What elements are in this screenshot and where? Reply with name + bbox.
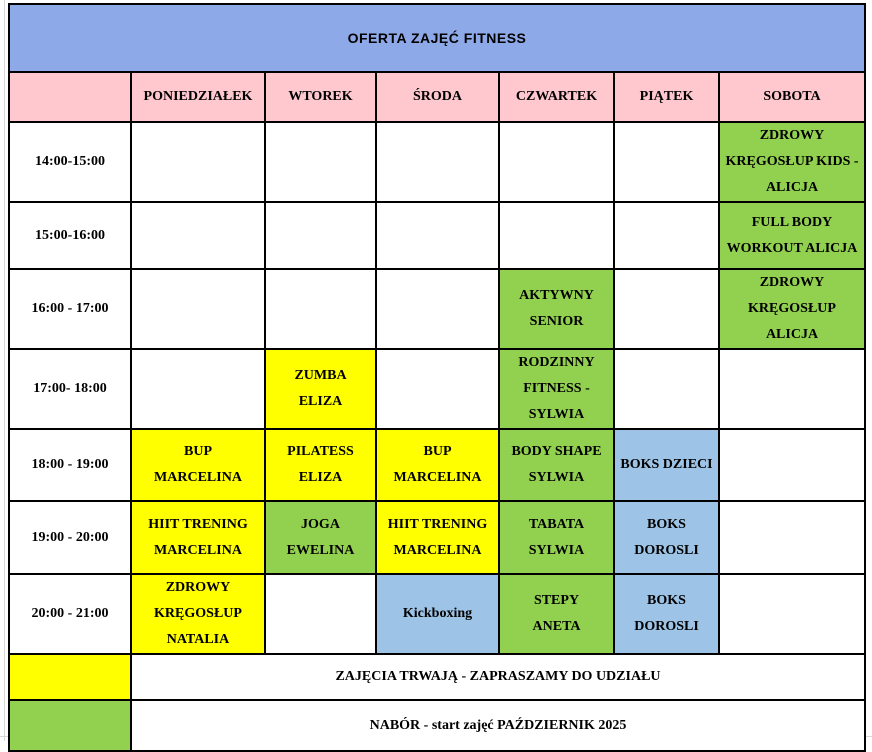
empty-cell[interactable] xyxy=(499,202,614,269)
class-cell[interactable] xyxy=(719,122,865,202)
corner-cell[interactable] xyxy=(9,72,131,122)
class-cell[interactable] xyxy=(131,429,265,501)
class-cell-line: AKTYWNY xyxy=(519,288,594,303)
class-cell-line: FULL BODY xyxy=(751,214,833,230)
gridline xyxy=(4,0,5,741)
class-cell-line: WORKOUT ALICJA xyxy=(726,240,858,256)
day-header-2[interactable]: WTOREK xyxy=(265,72,376,122)
schedule-title[interactable]: OFERTA ZAJĘĆ FITNESS xyxy=(9,4,865,72)
day-header-4[interactable]: CZWARTEK xyxy=(499,72,614,122)
class-cell-line: HIIT TRENING xyxy=(387,516,488,532)
day-header-5[interactable]: PIĄTEK xyxy=(614,72,719,122)
class-cell-line: DOROSLI xyxy=(634,619,699,634)
fitness-schedule-table xyxy=(8,3,866,752)
class-cell-line: ZDROWY xyxy=(165,580,231,595)
time-slot-cell[interactable]: 19:00 - 20:00 xyxy=(9,501,131,574)
empty-cell[interactable] xyxy=(131,122,265,202)
empty-cell[interactable] xyxy=(265,574,376,654)
schedule-row xyxy=(9,269,865,349)
legend-swatch-yellow[interactable] xyxy=(9,654,131,700)
time-slot-cell[interactable]: 16:00 - 17:00 xyxy=(9,269,131,349)
schedule-row xyxy=(9,429,865,501)
empty-cell[interactable] xyxy=(131,202,265,269)
class-cell[interactable] xyxy=(614,501,719,574)
legend-text[interactable]: NABÓR - start zajęć PAŹDZIERNIK 2025 xyxy=(131,700,865,751)
class-cell-line: BOKS DZIECI xyxy=(620,457,713,472)
empty-cell[interactable] xyxy=(614,122,719,202)
time-slot-cell[interactable]: 14:00-15:00 xyxy=(9,122,131,202)
empty-cell[interactable] xyxy=(719,574,865,654)
class-cell-line: SYLWIA xyxy=(528,542,585,558)
class-cell-line: ZUMBA xyxy=(294,368,347,383)
day-header-3[interactable]: ŚRODA xyxy=(376,72,499,122)
class-cell[interactable] xyxy=(614,429,719,501)
class-cell-line: BODY SHAPE xyxy=(511,444,602,459)
legend-row xyxy=(9,654,865,700)
schedule-row xyxy=(9,122,865,202)
class-cell-line: KRĘGOSŁUP KIDS - xyxy=(725,154,859,169)
class-cell[interactable] xyxy=(131,501,265,574)
legend-row xyxy=(9,700,865,751)
class-cell-line: ELIZA xyxy=(298,470,343,485)
class-cell-line: FITNESS - xyxy=(523,381,590,396)
empty-cell[interactable] xyxy=(376,349,499,429)
class-cell[interactable] xyxy=(376,429,499,501)
class-cell[interactable] xyxy=(376,501,499,574)
class-cell-line: MARCELINA xyxy=(154,470,242,485)
time-slot-cell[interactable]: 15:00-16:00 xyxy=(9,202,131,269)
class-cell[interactable] xyxy=(265,429,376,501)
class-cell[interactable] xyxy=(719,202,865,269)
class-cell-line: JOGA xyxy=(301,516,340,532)
class-cell[interactable] xyxy=(499,269,614,349)
class-cell-line: BOKS xyxy=(647,516,686,532)
empty-cell[interactable] xyxy=(265,269,376,349)
schedule-row xyxy=(9,202,865,269)
class-cell-line: NATALIA xyxy=(166,632,230,647)
class-cell[interactable] xyxy=(719,269,865,349)
class-cell[interactable] xyxy=(265,501,376,574)
empty-cell[interactable] xyxy=(614,202,719,269)
empty-cell[interactable] xyxy=(265,202,376,269)
class-cell-line: KRĘGOSŁUP ALICJA xyxy=(748,301,836,342)
empty-cell[interactable] xyxy=(614,349,719,429)
class-cell-line: SENIOR xyxy=(529,314,584,329)
class-cell-line: Kickboxing xyxy=(402,606,473,621)
class-cell-line: KRĘGOSŁUP xyxy=(154,606,242,621)
legend-swatch-green[interactable] xyxy=(9,700,131,751)
day-header-6[interactable]: SOBOTA xyxy=(719,72,865,122)
class-cell[interactable] xyxy=(131,574,265,654)
schedule-row xyxy=(9,501,865,574)
class-cell[interactable] xyxy=(499,349,614,429)
class-cell-line: BUP xyxy=(184,444,212,459)
class-cell-line: BUP xyxy=(423,444,452,459)
class-cell-line: ELIZA xyxy=(298,394,343,409)
class-cell-line: ANETA xyxy=(532,619,581,634)
class-cell[interactable] xyxy=(499,429,614,501)
day-header-1[interactable]: PONIEDZIAŁEK xyxy=(131,72,265,122)
class-cell[interactable] xyxy=(376,574,499,654)
empty-cell[interactable] xyxy=(719,349,865,429)
empty-cell[interactable] xyxy=(376,122,499,202)
class-cell[interactable] xyxy=(265,349,376,429)
class-cell-line: TABATA xyxy=(528,516,585,532)
class-cell-line: HIIT TRENING xyxy=(148,516,248,532)
time-slot-cell[interactable]: 17:00- 18:00 xyxy=(9,349,131,429)
class-cell-line: ZDROWY xyxy=(759,128,825,143)
empty-cell[interactable] xyxy=(376,269,499,349)
empty-cell[interactable] xyxy=(265,122,376,202)
class-cell-line: EWELINA xyxy=(286,542,355,558)
class-cell-line: RODZINNY xyxy=(518,355,595,370)
empty-cell[interactable] xyxy=(131,349,265,429)
legend-text[interactable]: ZAJĘCIA TRWAJĄ - ZAPRASZAMY DO UDZIAŁU xyxy=(131,654,865,700)
class-cell-line: STEPY xyxy=(533,593,580,608)
class-cell-line: MARCELINA xyxy=(154,542,242,558)
empty-cell[interactable] xyxy=(131,269,265,349)
class-cell-line: MARCELINA xyxy=(393,470,482,485)
schedule-row xyxy=(9,349,865,429)
empty-cell[interactable] xyxy=(499,122,614,202)
class-cell-line: SYLWIA xyxy=(528,407,585,422)
class-cell-line: SYLWIA xyxy=(528,470,585,485)
class-cell-line: BOKS xyxy=(647,593,686,608)
class-cell-line: ZDROWY xyxy=(759,275,825,290)
empty-cell[interactable] xyxy=(719,429,865,501)
schedule-row xyxy=(9,574,865,654)
class-cell[interactable] xyxy=(499,574,614,654)
class-cell-line: DOROSLI xyxy=(634,542,699,558)
class-cell[interactable] xyxy=(614,574,719,654)
class-cell-line: PILATESS xyxy=(287,444,354,459)
class-cell[interactable] xyxy=(499,501,614,574)
class-cell-line: MARCELINA xyxy=(393,542,482,558)
class-cell-line: ALICJA xyxy=(765,180,819,195)
time-slot-cell[interactable]: 18:00 - 19:00 xyxy=(9,429,131,501)
empty-cell[interactable] xyxy=(719,501,865,574)
empty-cell[interactable] xyxy=(614,269,719,349)
empty-cell[interactable] xyxy=(376,202,499,269)
time-slot-cell[interactable]: 20:00 - 21:00 xyxy=(9,574,131,654)
